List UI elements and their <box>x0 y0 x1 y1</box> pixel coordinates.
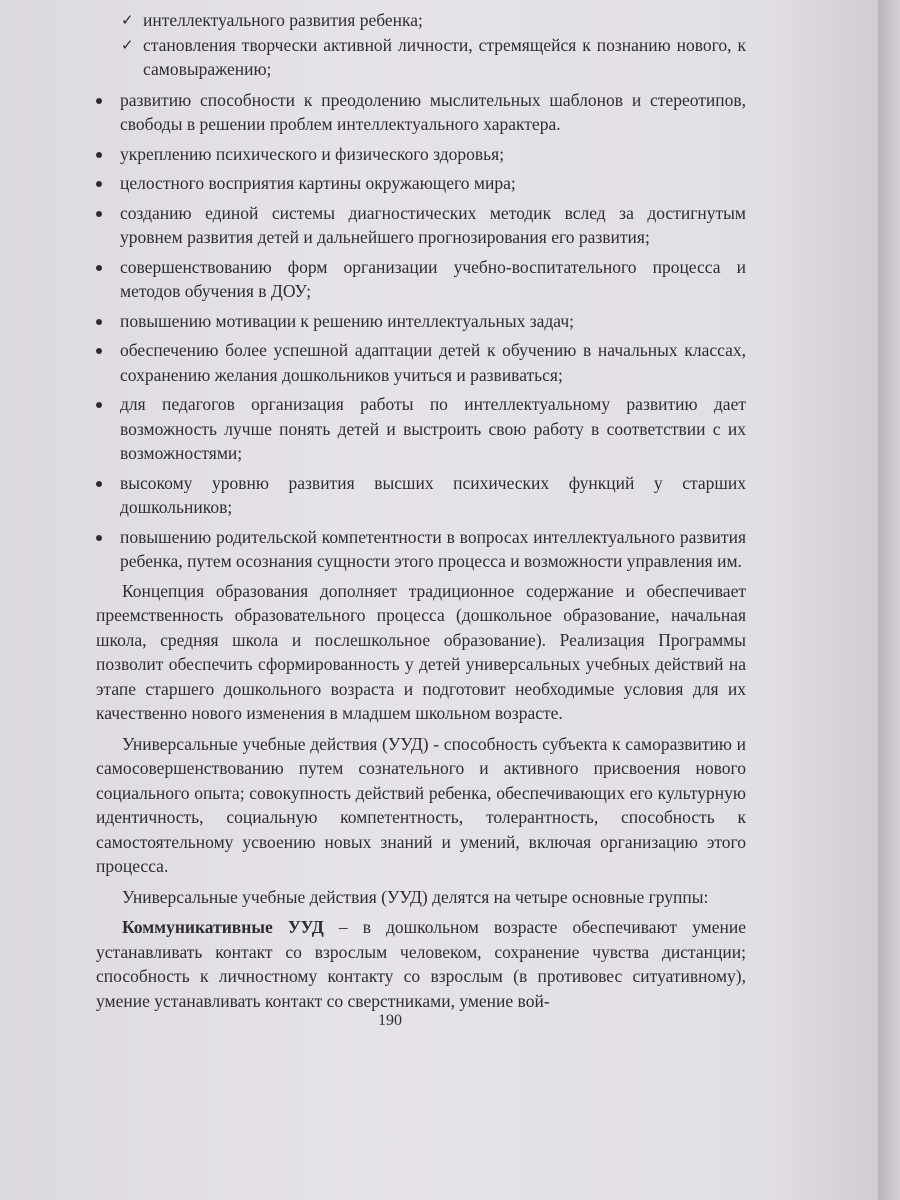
bullet-item-text: для педагогов организация работы по интеллектуальному развитию дает возможность лучше понять детей и выстроить свою работу в соответствии с их возможностями; <box>120 394 746 463</box>
paragraph-text: в дошкольном возрасте обеспечивают умение устанавливать контакт со взрослым человеком, сохранение чувства дистанции; способность к личностному контакту со взрослым (в противовес ситуативному), умение устанавливать контакт со сверстниками, умение вой- <box>96 917 746 1011</box>
page-text <box>96 8 746 1019</box>
bullet-dot-icon <box>96 265 102 271</box>
page-edge-shadow <box>878 0 900 1200</box>
bullet-dot-icon <box>96 535 102 541</box>
bullet-item-text: обеспечению более успешной адаптации детей к обучению в начальных классах, сохранению желания дошкольников учиться и развиваться; <box>120 340 746 385</box>
checkmark-icon: ✓ <box>121 11 134 29</box>
bullet-list-item <box>96 171 746 196</box>
bullet-list-item <box>96 338 746 387</box>
bullet-list-item <box>96 309 746 334</box>
bullet-dot-icon <box>96 348 102 354</box>
check-list-item <box>121 33 746 82</box>
bullet-list-item <box>96 142 746 167</box>
body-paragraph: Универсальные учебные действия (УУД) - способность субъекта к саморазвитию и самосовершенствованию путем сознательного и активного присвоения нового социального опыта; совокупность действий ребенка, обеспечивающих его культурную идентичность, социальную компетентность, толерантность, способность к самостоятельному усвоению новых знаний и умений, включая организацию этого процесса. <box>96 733 746 876</box>
bullet-dot-icon <box>96 402 102 408</box>
bullet-item-text: совершенствованию форм организации учебно-воспитательного процесса и методов обучения в ДОУ; <box>120 256 746 301</box>
bold-term: Коммуникативные УУД <box>122 917 324 937</box>
check-item-text: интеллектуального развития ребенка; <box>143 10 423 30</box>
body-paragraph-communicative <box>96 915 746 1013</box>
bullet-list-item <box>96 255 746 304</box>
check-list <box>96 8 746 82</box>
checkmark-icon: ✓ <box>121 35 134 54</box>
bullet-dot-icon <box>96 211 102 217</box>
check-item-text: становления творчески активной личности, стремящейся к познанию нового, к самовыражению; <box>143 34 746 79</box>
bullet-item-text: созданию единой системы диагностических методик вслед за достигнутым уровнем развития детей и дальнейшего прогнозирования его развития; <box>120 202 746 247</box>
bullet-item-text: укреплению психического и физического здоровья; <box>120 143 505 164</box>
body-paragraph: Универсальные учебные действия (УУД) делятся на четыре основные группы: <box>122 886 709 907</box>
bullet-item-text: высокому уровню развития высших психических функций у старших дошкольников; <box>120 472 746 517</box>
bullet-item-text: повышению мотивации к решению интеллектуальных задач; <box>120 310 575 331</box>
term-dash: – <box>323 917 363 937</box>
bullet-item-text: развитию способности к преодолению мыслительных шаблонов и стереотипов, свободы в решении проблем интеллектуального характера. <box>120 89 746 134</box>
body-paragraph: Концепция образования дополняет традиционное содержание и обеспечивает преемственность образовательного процесса (дошкольное образование, начальная школа, средняя школа и послешкольное образование). Реализация Программы позволит обеспечить сформированность у детей универсальных учебных действий на этапе старшего дошкольного возраста и подготовит необходимые условия для их качественно нового изменения в младшем школьном возрасте. <box>96 580 746 723</box>
bullet-dot-icon <box>96 98 102 104</box>
bullet-item-text: повышению родительской компетентности в вопросах интеллектуального развития ребенка, путем осознания сущности этого процесса и возможности управления им. <box>120 526 746 571</box>
bullet-list-item <box>96 392 746 466</box>
page-number: 190 <box>378 1012 402 1029</box>
bullet-list-item <box>96 201 746 250</box>
bullet-list-item <box>96 88 746 137</box>
bullet-list-item <box>96 471 746 520</box>
bullet-item-text: целостного восприятия картины окружающего мира; <box>120 173 516 193</box>
check-list-item <box>121 8 746 33</box>
bullet-dot-icon <box>96 181 102 187</box>
bullet-list-item <box>96 525 746 574</box>
bullet-dot-icon <box>96 152 102 158</box>
bullet-dot-icon <box>96 319 102 325</box>
bullet-list <box>96 88 746 574</box>
bullet-dot-icon <box>96 481 102 487</box>
